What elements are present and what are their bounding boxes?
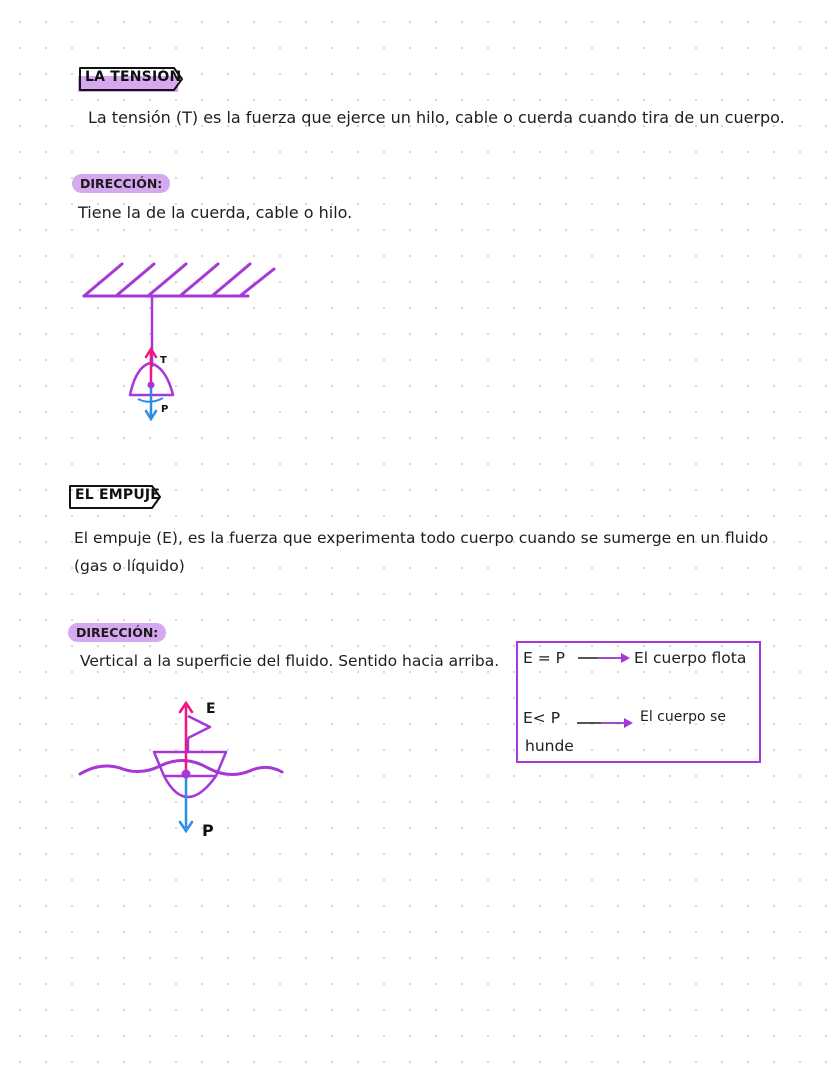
- row2-condition: E< P: [523, 709, 561, 727]
- flag: [188, 716, 210, 738]
- buoyancy-definition-line2: (gas o líquido): [74, 557, 185, 575]
- label-weight: P: [161, 404, 169, 415]
- fluid-wave: [80, 760, 282, 774]
- row1-condition: E = P: [523, 649, 565, 667]
- row1-arrow: [578, 650, 634, 666]
- tension-definition: La tensión (T) es la fuerza que ejerce un hilo, cable o cuerda cuando tira de un cuerpo.: [88, 108, 785, 127]
- row2-result: El cuerpo se: [640, 709, 726, 725]
- tension-direction-label-text: DIRECCIÓN:: [80, 176, 163, 191]
- tension-direction-text: Tiene la de la cuerda, cable o hilo.: [78, 203, 353, 222]
- tension-heading-text: LA TENSIÓN: [85, 69, 182, 85]
- buoyancy-heading: [68, 484, 172, 509]
- buoyancy-definition-line1: El empuje (E), es la fuerza que experimenta todo cuerpo cuando se sumerge en un fluido: [74, 529, 769, 547]
- buoyancy-direction-label: [68, 623, 166, 642]
- center-point: [182, 770, 191, 779]
- center-point: [148, 382, 155, 389]
- ceiling-hatch: [84, 264, 274, 296]
- buoyancy-direction-text: Vertical a la superficie del fluido. Sentido hacia arriba.: [80, 652, 500, 670]
- row2-result-cont: hunde: [525, 737, 574, 755]
- submerged-part: [164, 776, 216, 797]
- label-buoyancy: E: [206, 701, 216, 717]
- tension-diagram: [70, 255, 290, 435]
- label-tension: T: [160, 355, 167, 366]
- buoyancy-diagram: [76, 690, 296, 850]
- label-weight: P: [202, 821, 214, 840]
- buoyancy-heading-text: EL EMPUJE: [75, 487, 161, 503]
- row2-arrow: [577, 715, 637, 731]
- tension-heading: [78, 66, 190, 91]
- tension-direction-label: [72, 174, 170, 193]
- row1-result: El cuerpo flota: [634, 649, 747, 667]
- buoyancy-direction-label-text: DIRECCIÓN:: [76, 625, 159, 640]
